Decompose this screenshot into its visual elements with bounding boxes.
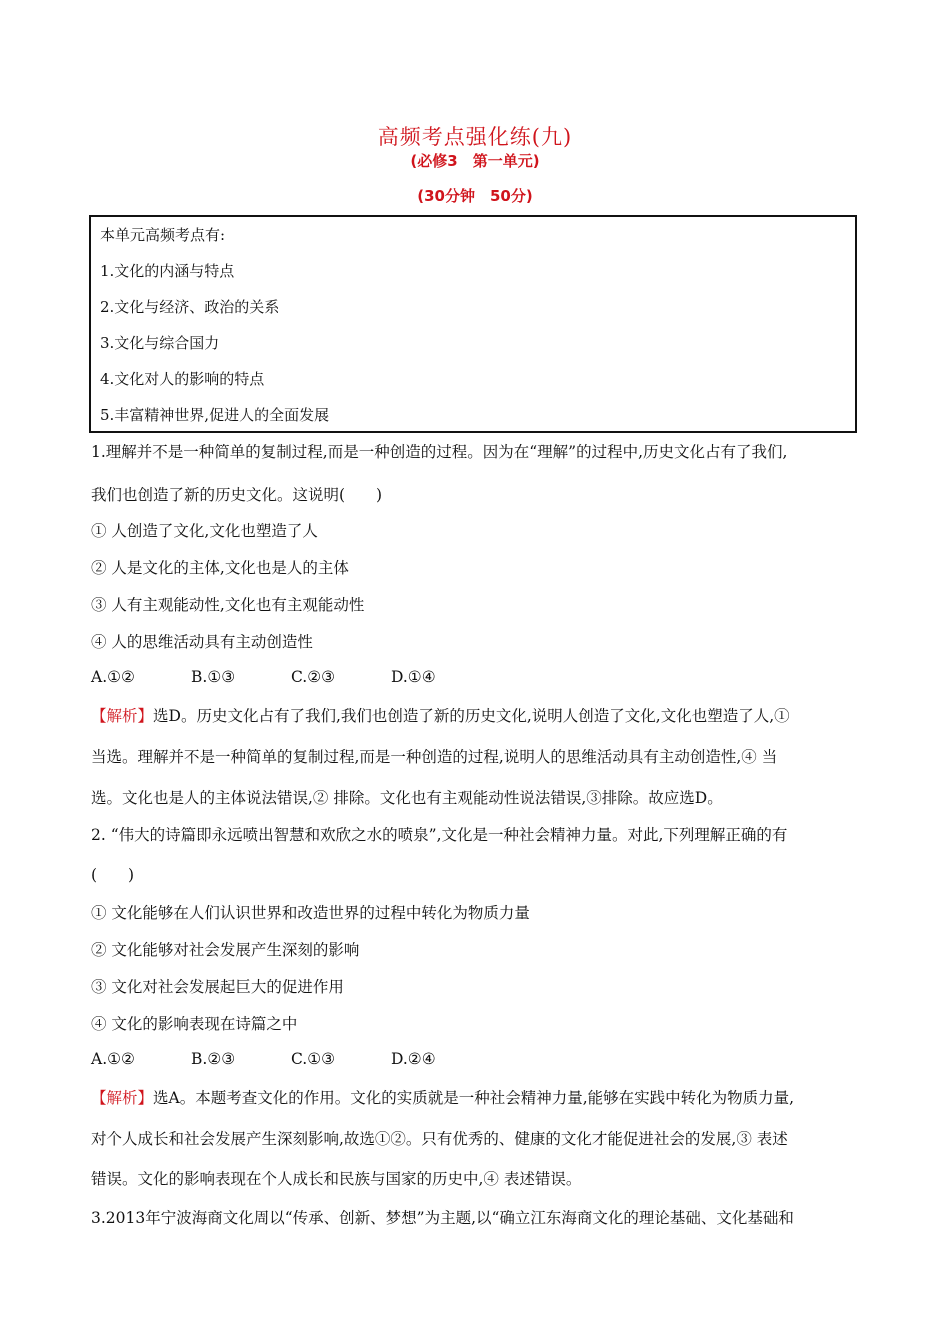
q1-options xyxy=(91,668,491,686)
option-a: A.①② xyxy=(91,668,135,686)
q2-analysis-cont: 错误。文化的影响表现在个人成长和民族与国家的历史中,④ 表述错误。 xyxy=(91,1170,582,1188)
q1-choice: ① 人创造了文化,文化也塑造了人 xyxy=(91,522,318,540)
analysis-text: 选D。历史文化占有了我们,我们也创造了新的历史文化,说明人创造了文化,文化也塑造了人,① xyxy=(153,707,790,725)
summary-item: 4.文化对人的影响的特点 xyxy=(100,370,265,388)
summary-box xyxy=(89,215,857,433)
summary-heading: 本单元高频考点有: xyxy=(100,226,226,244)
q1-choice: ② 人是文化的主体,文化也是人的主体 xyxy=(91,559,349,577)
q2-stem-cont: ( ) xyxy=(91,866,135,884)
q1-stem-cont: 我们也创造了新的历史文化。这说明( ) xyxy=(91,486,383,504)
option-b: B.①③ xyxy=(191,668,236,686)
time-score: (30分钟 50分) xyxy=(417,187,533,205)
analysis-label: 【解析】 xyxy=(91,1089,154,1107)
analysis-text: 选A。本题考查文化的作用。文化的实质就是一种社会精神力量,能够在实践中转化为物质力量, xyxy=(153,1089,795,1107)
page-subtitle: (必修3 第一单元) xyxy=(410,152,540,170)
q1-analysis-cont: 选。文化也是人的主体说法错误,② 排除。文化也有主观能动性说法错误,③排除。故应选D。 xyxy=(91,789,723,807)
q2-analysis-cont: 对个人成长和社会发展产生深刻影响,故选①②。只有优秀的、健康的文化才能促进社会的发展,③ 表述 xyxy=(91,1130,788,1148)
q2-choice: ② 文化能够对社会发展产生深刻的影响 xyxy=(91,941,360,959)
q1-choice: ④ 人的思维活动具有主动创造性 xyxy=(91,633,313,651)
q1-analysis xyxy=(91,704,790,726)
analysis-label: 【解析】 xyxy=(91,707,154,725)
summary-item: 2.文化与经济、政治的关系 xyxy=(100,298,280,316)
summary-item: 5.丰富精神世界,促进人的全面发展 xyxy=(100,406,330,424)
option-c: C.②③ xyxy=(291,668,336,686)
summary-item: 3.文化与综合国力 xyxy=(100,334,220,352)
page-title: 高频考点强化练(九) xyxy=(377,125,573,149)
q2-choice: ③ 文化对社会发展起巨大的促进作用 xyxy=(91,978,344,996)
q2-choice: ④ 文化的影响表现在诗篇之中 xyxy=(91,1015,298,1033)
option-d: D.①④ xyxy=(391,668,436,686)
q2-analysis xyxy=(91,1086,794,1108)
option-a: A.①② xyxy=(91,1050,135,1068)
option-b: B.②③ xyxy=(191,1050,236,1068)
q2-options xyxy=(91,1050,491,1068)
q1-stem: 1.理解并不是一种简单的复制过程,而是一种创造的过程。因为在“理解”的过程中,历史文化占有了我们, xyxy=(91,443,788,461)
q2-choice: ① 文化能够在人们认识世界和改造世界的过程中转化为物质力量 xyxy=(91,904,530,922)
q3-stem: 3.2013年宁波海商文化周以“传承、创新、梦想”为主题,以“确立江东海商文化的理论基础、文化基础和 xyxy=(91,1209,794,1227)
q1-analysis-cont: 当选。理解并不是一种简单的复制过程,而是一种创造的过程,说明人的思维活动具有主动创造性,④ 当 xyxy=(91,748,778,766)
summary-item: 1.文化的内涵与特点 xyxy=(100,262,235,280)
option-c: C.①③ xyxy=(291,1050,336,1068)
option-d: D.②④ xyxy=(391,1050,436,1068)
q2-stem: 2. “伟大的诗篇即永远喷出智慧和欢欣之水的喷泉”,文化是一种社会精神力量。对此,下列理解正确的有 xyxy=(91,826,788,844)
q1-choice: ③ 人有主观能动性,文化也有主观能动性 xyxy=(91,596,365,614)
